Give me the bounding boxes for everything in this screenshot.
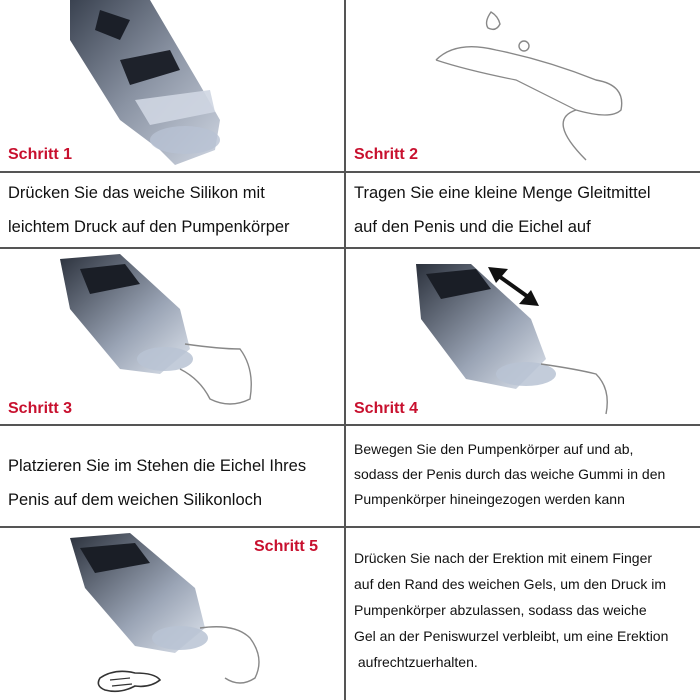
row-divider [0, 424, 700, 426]
pump-illustration [0, 249, 344, 424]
step-3-image [0, 249, 344, 424]
step-2-text [354, 176, 651, 244]
text-line: auf den Penis und die Eichel auf [354, 218, 591, 236]
text-line: Platzieren Sie im Stehen die Eichel Ihres [8, 457, 307, 475]
text-line: Gel an der Peniswurzel verbleibt, um eine Erektion [354, 628, 669, 644]
step-1-text [8, 176, 290, 244]
step-3-text [8, 449, 306, 517]
step-label: Schritt 4 [354, 400, 419, 417]
text-line: leichtem Druck auf den Pumpenkörper [8, 218, 290, 236]
text-line: Tragen Sie eine kleine Menge Gleitmittel [354, 184, 651, 202]
pump-illustration [346, 249, 700, 424]
text-line: Penis auf dem weichen Silikonloch [8, 491, 263, 509]
step-label: Schritt 1 [8, 146, 73, 163]
text-line: sodass der Penis durch das weiche Gummi in den [354, 466, 666, 482]
row-divider [0, 171, 700, 173]
step-label: Schritt 5 [254, 538, 319, 555]
step-label: Schritt 3 [8, 400, 73, 417]
text-line: Bewegen Sie den Pumpenkörper auf und ab, [354, 441, 634, 457]
text-line: Pumpenkörper abzulassen, sodass das weiche [354, 602, 647, 618]
text-line: aufrechtzuerhalten. [354, 654, 478, 670]
step-5-text [354, 545, 668, 675]
step-4-text [354, 437, 665, 512]
step-4-image [346, 249, 700, 424]
text-line: Pumpenkörper hineingezogen werden kann [354, 491, 625, 507]
text-line: Drücken Sie nach der Erektion mit einem Finger [354, 550, 653, 566]
text-line: Drücken Sie das weiche Silikon mit [8, 184, 265, 202]
finger-pointing-icon [98, 671, 160, 691]
text-line: auf den Rand des weichen Gels, um den Druck im [354, 576, 667, 592]
step-label: Schritt 2 [354, 146, 419, 163]
